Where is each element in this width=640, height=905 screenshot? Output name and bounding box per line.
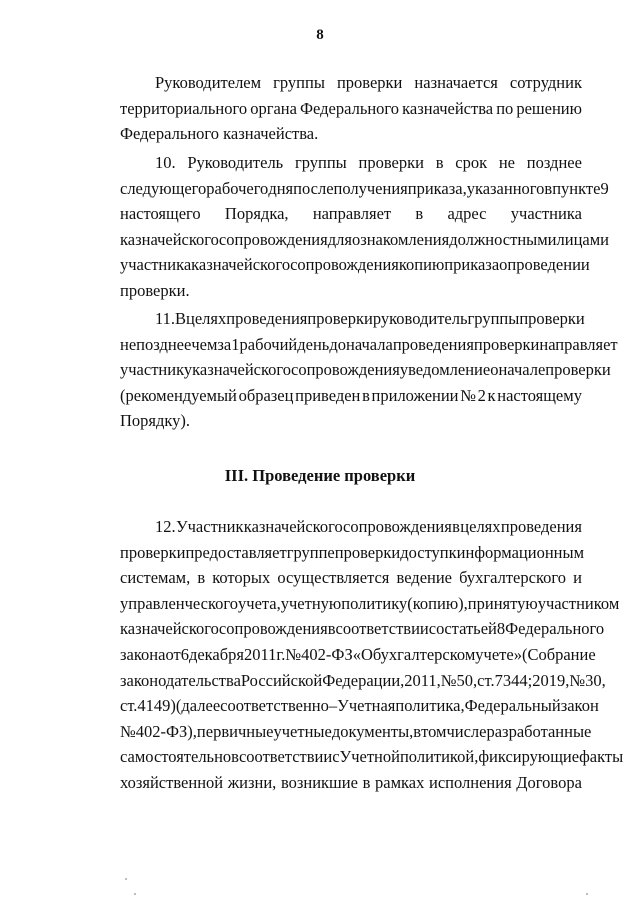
word: позднее <box>526 153 582 172</box>
word: группы <box>273 73 325 92</box>
word: бухгалтерского <box>459 568 566 588</box>
word: сопровождения <box>218 229 328 249</box>
word: 2019, <box>532 670 570 690</box>
word: не <box>120 334 137 354</box>
word: информационным <box>456 542 585 562</box>
word: ст. <box>120 696 138 716</box>
word: направляет <box>312 204 392 224</box>
word: проверки <box>120 542 186 562</box>
word: казначейского <box>191 255 291 275</box>
word: в <box>544 178 553 198</box>
word: фиксирующие <box>478 747 580 767</box>
word: сопровождения <box>343 517 452 536</box>
word: проверки <box>334 542 401 562</box>
word: разработанные <box>486 721 592 741</box>
word: Порядка, <box>224 204 289 224</box>
word: исполнения <box>429 772 512 792</box>
word: проведении <box>507 255 590 275</box>
word: в <box>435 153 444 172</box>
word: дня <box>268 178 294 198</box>
word: проверки <box>519 309 585 328</box>
word: участника <box>510 204 582 224</box>
word: в <box>197 568 206 588</box>
word: приложении <box>371 385 459 405</box>
word: политика, <box>395 696 465 716</box>
scan-speck <box>586 893 588 895</box>
word: в <box>415 204 424 224</box>
text-line <box>120 383 582 409</box>
word: (Собрание <box>521 644 596 664</box>
word: уведомление <box>399 360 491 380</box>
word: Руководитель <box>187 153 284 172</box>
word: В <box>175 309 187 328</box>
word: жизни, <box>227 772 277 792</box>
word: рабочий <box>239 334 298 354</box>
paragraph-12 <box>120 514 624 796</box>
word: статьей <box>444 619 497 639</box>
text-line <box>120 408 582 434</box>
word: Федерального <box>505 619 605 639</box>
word: Учетной <box>339 747 400 767</box>
text-line <box>120 227 610 253</box>
word: должностными <box>449 229 557 249</box>
word: – <box>328 696 338 716</box>
word: возникшие <box>280 772 358 792</box>
paragraph-11 <box>120 306 618 434</box>
word: группе <box>286 542 335 562</box>
word: группы <box>294 153 347 172</box>
word: органа <box>250 98 297 118</box>
word: пункте <box>552 178 601 198</box>
text-line <box>120 201 582 227</box>
word: в <box>452 517 460 536</box>
word: 1 <box>231 334 240 354</box>
word: принятую <box>467 593 538 613</box>
word: осуществляется <box>277 568 390 588</box>
word: направляет <box>539 334 618 354</box>
page-number: 8 <box>316 27 324 43</box>
word: 402-ФЗ), <box>135 721 197 741</box>
word: приказа <box>444 255 500 275</box>
word: в <box>362 385 370 405</box>
text-line <box>120 278 582 304</box>
line-text: Порядку). <box>120 411 191 431</box>
word: ст. <box>477 670 495 690</box>
word: 6 <box>180 644 189 664</box>
word: с <box>332 747 340 767</box>
word: к <box>487 385 496 405</box>
word: соответствии <box>238 747 333 767</box>
word: территориального <box>120 98 248 118</box>
word: участника <box>120 255 192 275</box>
word: начала <box>345 334 393 354</box>
word: и <box>573 568 582 588</box>
text-line <box>120 540 585 566</box>
paragraph-group-leader-appointment <box>120 70 582 147</box>
word: настоящему <box>497 385 582 405</box>
word: политику <box>341 593 408 613</box>
word: 12. <box>155 517 176 536</box>
word: которых <box>212 568 271 588</box>
word: доступ <box>400 542 449 562</box>
word: проверки <box>358 153 424 172</box>
word: начале <box>498 360 546 380</box>
text-line <box>120 252 590 278</box>
word: учета, <box>238 593 281 613</box>
text-line <box>120 514 582 540</box>
word: о <box>499 255 508 275</box>
text-line <box>120 357 611 383</box>
word: срок <box>455 153 488 172</box>
word: со <box>428 619 445 639</box>
word: Федеральный <box>464 696 561 716</box>
text-line <box>120 668 606 694</box>
word: после <box>293 178 334 198</box>
paragraph-10 <box>120 150 610 304</box>
word: № <box>285 644 302 664</box>
text-line <box>120 121 582 147</box>
word: самостоятельно <box>120 747 232 767</box>
word: целях <box>186 309 227 328</box>
word: приведен <box>295 385 361 405</box>
word: 402-ФЗ <box>301 644 353 664</box>
word: закона <box>120 644 166 664</box>
word: казначейства <box>402 98 494 118</box>
word: в <box>413 721 422 741</box>
word: 9 <box>600 178 609 198</box>
word: бухгалтерском <box>372 644 476 664</box>
word: проведения <box>226 309 308 328</box>
word: по <box>496 98 514 118</box>
word: в <box>362 772 371 792</box>
word: участнику <box>120 360 193 380</box>
word: том <box>421 721 447 741</box>
word: день <box>297 334 330 354</box>
word: хозяйственной <box>120 772 224 792</box>
word: № <box>120 721 136 741</box>
word: 2011, <box>404 670 441 690</box>
word: управленческого <box>120 593 239 613</box>
word: № <box>569 670 586 690</box>
word: сопровождения <box>291 360 400 380</box>
word: образец <box>238 385 294 405</box>
word: приказа, <box>407 178 467 198</box>
word: проверки <box>336 73 403 92</box>
word: проверки <box>473 334 540 354</box>
word: проверки <box>307 309 373 328</box>
word: к <box>448 542 457 562</box>
word: казначейского <box>120 619 219 639</box>
text-line <box>120 306 585 332</box>
text-line <box>120 693 599 719</box>
word: проведения <box>392 334 474 354</box>
scan-speck <box>125 878 127 880</box>
word: документы, <box>331 721 414 741</box>
word: декабря <box>188 644 244 664</box>
word: сопровождения <box>290 255 399 275</box>
word: ознакомления <box>351 229 450 249</box>
word: 30, <box>585 670 606 690</box>
word: 11. <box>155 309 176 328</box>
word: учете» <box>475 644 522 664</box>
word: предоставляет <box>185 542 287 562</box>
word: группы <box>467 309 520 328</box>
word: законодательства <box>120 670 241 690</box>
word: 50, <box>456 670 478 690</box>
text-line <box>120 591 620 617</box>
word: № <box>440 670 457 690</box>
text-line <box>120 565 582 591</box>
word: первичные <box>196 721 274 741</box>
word: копию <box>398 255 445 275</box>
word: Учетная <box>337 696 396 716</box>
word: (далее <box>175 696 221 716</box>
word: соответственно <box>220 696 329 716</box>
text-line <box>120 332 618 358</box>
word: политикой, <box>399 747 479 767</box>
text-line <box>120 150 582 176</box>
word: не <box>498 153 515 172</box>
word: о <box>490 360 499 380</box>
word: 2011 <box>243 644 277 664</box>
word: рабочего <box>206 178 269 198</box>
word: чем <box>191 334 218 354</box>
word: руководитель <box>372 309 468 328</box>
word: числе <box>446 721 487 741</box>
word: ведение <box>396 568 453 588</box>
word: адрес <box>447 204 487 224</box>
word: Руководителем <box>155 73 262 92</box>
word: решению <box>516 98 582 118</box>
word: лицами <box>556 229 610 249</box>
word: «О <box>352 644 373 664</box>
word: 8 <box>496 619 506 639</box>
line-text: Федерального казначейства. <box>120 124 319 144</box>
word: 7344; <box>494 670 533 690</box>
word: факты <box>579 747 624 767</box>
text-line <box>120 719 592 745</box>
word: 10. <box>155 153 176 172</box>
word: (рекомендуемый <box>120 385 237 405</box>
word: (копию), <box>407 593 468 613</box>
word: до <box>329 334 346 354</box>
word: для <box>327 229 352 249</box>
word: учетные <box>273 721 332 741</box>
word: сотрудник <box>509 73 582 92</box>
word: Федерации, <box>322 670 405 690</box>
text-line <box>120 770 582 796</box>
word: 4149) <box>137 696 176 716</box>
word: сопровождения <box>218 619 328 639</box>
word: соответствии <box>335 619 429 639</box>
word: № <box>460 385 476 405</box>
word: получения <box>333 178 408 198</box>
word: казначейского <box>192 360 292 380</box>
word: от <box>165 644 181 664</box>
word: назначается <box>414 73 498 92</box>
word: в <box>327 619 336 639</box>
word: 2 <box>477 385 486 405</box>
text-line <box>120 70 582 96</box>
word: казначейского <box>120 229 219 249</box>
word: учетную <box>280 593 342 613</box>
word: участником <box>537 593 620 613</box>
word: настоящего <box>120 204 201 224</box>
text-line <box>120 616 605 642</box>
word: позднее <box>136 334 192 354</box>
word: в <box>231 747 239 767</box>
word: за <box>217 334 232 354</box>
text-line <box>120 744 624 770</box>
word: казначейского <box>243 517 343 536</box>
section-heading: III. Проведение проверки <box>224 466 416 485</box>
line-text: проверки. <box>120 280 190 300</box>
word: проверки <box>545 360 611 380</box>
word: закон <box>560 696 599 716</box>
text-line <box>120 96 582 122</box>
word: системам, <box>120 568 191 588</box>
word: следующего <box>120 178 207 198</box>
text-line <box>120 642 596 668</box>
word: рамках <box>375 772 425 792</box>
word: целях <box>460 517 501 536</box>
word: указанного <box>466 178 545 198</box>
word: Договора <box>516 772 582 792</box>
word: г. <box>276 644 286 664</box>
word: Российской <box>240 670 323 690</box>
word: Федерального <box>300 98 400 118</box>
text-line <box>120 176 609 202</box>
scan-speck <box>134 893 136 895</box>
word: Участник <box>175 517 244 536</box>
word: проведения <box>500 517 582 536</box>
